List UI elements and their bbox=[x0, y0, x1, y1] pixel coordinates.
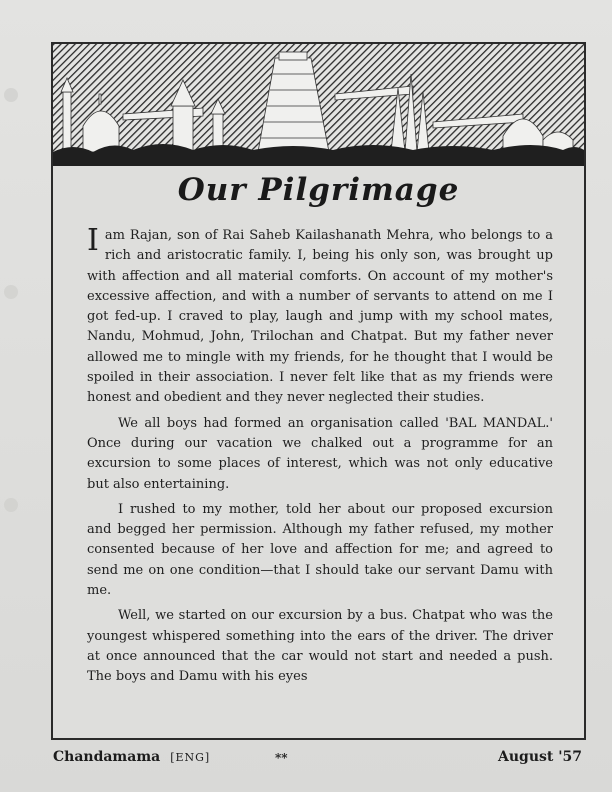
footer-left bbox=[53, 749, 210, 765]
binding-hole bbox=[4, 498, 18, 512]
footer-separator: ** bbox=[275, 751, 288, 765]
article-title: Our Pilgrimage bbox=[177, 172, 460, 208]
binding-hole bbox=[4, 88, 18, 102]
paragraph: Well, we started on our excursion by a bus. Chatpat who was the youngest whispered something into the ears of the driver. The driver at once announced that the car would not start and needed a push. The boys and Damu with his eyes bbox=[87, 608, 553, 685]
edition-label: [ENG] bbox=[170, 751, 211, 764]
paragraph bbox=[87, 223, 553, 409]
binding-hole bbox=[4, 285, 18, 299]
page-footer bbox=[53, 749, 584, 771]
issue-date: August '57 bbox=[498, 749, 582, 765]
paragraph: We all boys had formed an organisation called 'BAL MANDAL.' Once during our vacation we chalked out a programme for an excursion to some places of interest, which was not only educative but also entertaining. bbox=[87, 415, 553, 492]
drop-cap: I bbox=[87, 223, 99, 258]
temple-skyline-illustration bbox=[53, 44, 584, 166]
paragraph: I rushed to my mother, told her about our proposed excursion and begged her permission. Although my father refused, my mother consented because of her love and affection for me; and agreed to send me on one condition—that I should take our servant Damu with me. bbox=[87, 501, 553, 599]
paragraph-text: am Rajan, son of Rai Saheb Kailashanath Mehra, who belongs to a rich and aristocratic family. I, being his only son, was brought up with affection and all material comforts. On account of my mother's excessive affection, and with a number of servants to attend on me I got fed-up. I craved to play, laugh and jump with my school mates, Nandu, Mohmud, John, Trilochan and Chatpat. But my father never allowed me to mingle with my friends, for he thought that I would be spoiled in their association. I never felt like that as my friends were honest and obedient and they never neglected their studies. bbox=[87, 228, 553, 406]
article-body bbox=[87, 223, 553, 693]
magazine-name: Chandamama bbox=[53, 749, 161, 765]
